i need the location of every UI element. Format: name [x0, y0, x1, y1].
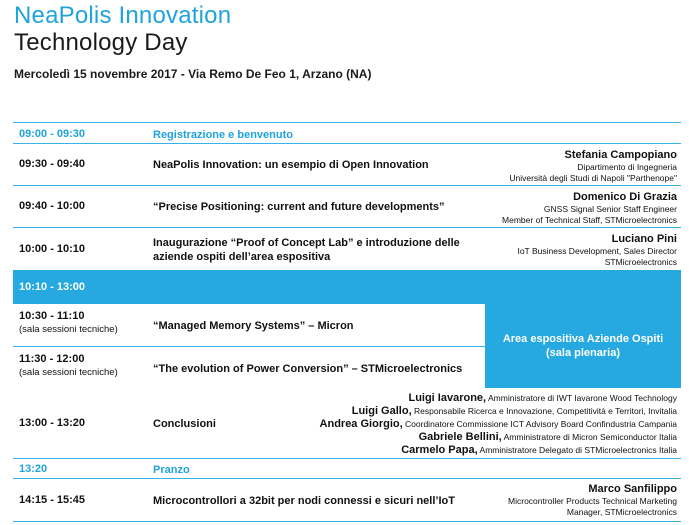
speaker-name: Marco Sanfilippo: [588, 483, 677, 495]
speaker-name: Carmelo Papa,: [401, 444, 478, 456]
speaker-role: Amministratore di IWT Iavarone Wood Technology: [488, 393, 677, 403]
expo-title: Area espositiva Aziende Ospiti: [502, 333, 664, 345]
row-topic: “The evolution of Power Conversion” – STMicroelectronics: [153, 363, 463, 375]
row-time: 13:20: [19, 463, 48, 475]
event-subtitle: Mercoledì 15 novembre 2017 - Via Remo De Feo 1, Arzano (NA): [14, 67, 372, 81]
row-topic: Microcontrollori a 32bit per nodi connessi e sicuri nell’IoT: [153, 495, 455, 507]
agenda-row-memory: [13, 304, 485, 346]
speaker-line: [320, 432, 677, 443]
speaker-role: Microcontroller Products Technical Marketing: [508, 496, 677, 506]
title-line-2: Technology Day: [14, 29, 188, 56]
speaker-role: Amministratore di Micron Semiconductor Italia: [503, 432, 677, 442]
agenda-row-positioning: [13, 185, 681, 227]
speaker-line: [320, 419, 677, 430]
row-time: 09:30 - 09:40: [19, 158, 86, 170]
row-topic: NeaPolis Innovation: un esempio di Open Innovation: [153, 159, 429, 171]
speaker-block: [509, 149, 677, 184]
speaker-name: Gabriele Bellini,: [418, 431, 502, 443]
row-topic: Registrazione e benvenuto: [153, 129, 293, 141]
speaker-name: Luciano Pini: [611, 233, 677, 245]
agenda-row-conclusions: [13, 388, 681, 460]
row-time: 11:30 - 12:00: [19, 353, 85, 365]
row-topic: “Managed Memory Systems” – Micron: [153, 320, 354, 332]
speaker-block: [508, 483, 677, 518]
speaker-name: Domenico Di Grazia: [573, 191, 677, 203]
speaker-role: Coordinatore Commissione ICT Advisory Board Confindustria Campania: [405, 419, 677, 429]
row-time: 09:00 - 09:30: [19, 128, 86, 140]
agenda-row-neapolis: [13, 143, 681, 185]
expo-room: (sala plenaria): [546, 347, 620, 359]
room-note: (sala sessioni tecniche): [19, 324, 118, 335]
speaker-role: Responsabile Ricerca e Innovazione, Competitività e Territori, Invitalia: [414, 406, 677, 416]
speaker-role: GNSS Signal Senior Staff Engineer: [543, 204, 677, 214]
conclusion-speakers: [320, 393, 677, 456]
speaker-affiliation: Member of Technical Staff, STMicroelectronics: [502, 215, 677, 225]
agenda-row-microcontrollers: [13, 478, 681, 522]
row-topic: Inaugurazione “Proof of Concept Lab” e introduzione delle aziende ospiti dell’area espositiva: [153, 237, 460, 263]
speaker-name: Stefania Campopiano: [564, 149, 677, 161]
agenda-table: [13, 122, 681, 525]
row-topic: Conclusioni: [153, 418, 216, 430]
expo-area-box: [485, 304, 681, 388]
speaker-affiliation: STMicroelectronics: [604, 257, 677, 267]
band-time: 10:10 - 13:00: [19, 281, 86, 293]
speaker-affiliation: Università degli Studi di Napoli "Parthenope": [509, 173, 677, 183]
row-topic: Pranzo: [153, 464, 190, 476]
speaker-name: Andrea Giorgio,: [319, 418, 403, 430]
speaker-line: [320, 406, 677, 417]
agenda-row-inauguration: [13, 227, 681, 270]
agenda-row-power: [13, 346, 485, 388]
row-time: 13:00 - 13:20: [19, 417, 86, 429]
speaker-line: [320, 393, 677, 404]
speaker-line: [320, 445, 677, 456]
speaker-role: Amministratore Delegato di STMicroelectronics Italia: [479, 445, 677, 455]
row-time: 09:40 - 10:00: [19, 200, 86, 212]
speaker-block: [517, 233, 677, 268]
row-time: 10:00 - 10:10: [19, 243, 86, 255]
agenda-row-registration: [13, 122, 681, 143]
speaker-role: Dipartimento di Ingegneria: [577, 162, 677, 172]
speaker-block: [502, 191, 677, 226]
row-time: 14:15 - 15:45: [19, 494, 86, 506]
title-line-1: NeaPolis Innovation: [14, 2, 232, 29]
room-note: (sala sessioni tecniche): [19, 367, 118, 378]
session-band: [13, 270, 681, 304]
agenda-row-lunch: [13, 458, 681, 478]
speaker-name: Luigi Iavarone,: [408, 392, 487, 404]
row-topic: “Precise Positioning: current and future developments”: [153, 201, 445, 213]
speaker-role: IoT Business Development, Sales Director: [517, 246, 677, 256]
speaker-affiliation: Manager, STMicroelectronics: [566, 507, 677, 517]
speaker-name: Luigi Gallo,: [351, 405, 412, 417]
row-time: 10:30 - 11:10: [19, 310, 85, 322]
